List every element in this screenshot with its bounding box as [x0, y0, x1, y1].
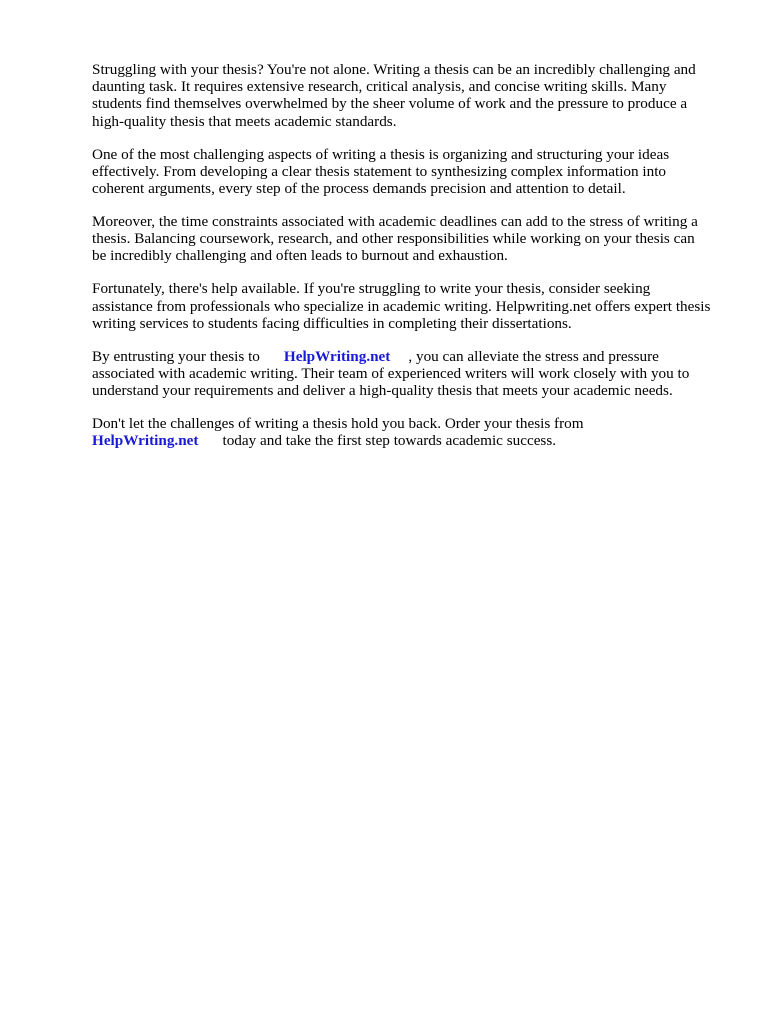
paragraph-line: understand your requirements and deliver a high-quality thesis that meets your academic needs.: [92, 382, 673, 400]
paragraph-line: Moreover, the time constraints associated with academic deadlines can add to the stress of writing a: [92, 213, 698, 231]
paragraph-line: Fortunately, there's help available. If you're struggling to write your thesis, consider seeking: [92, 280, 651, 298]
paragraph-line: coherent arguments, every step of the process demands precision and attention to detail.: [92, 180, 626, 198]
paragraph-text: , you can alleviate the stress and pressure: [408, 347, 659, 365]
document-page: [92, 61, 732, 465]
paragraph-line: thesis. Balancing coursework, research, and other responsibilities while working on your thesis can: [92, 230, 695, 248]
paragraph-4: [92, 280, 732, 332]
paragraph-line: One of the most challenging aspects of writing a thesis is organizing and structuring your ideas: [92, 145, 670, 163]
paragraph-5: [92, 348, 732, 400]
paragraph-line: high-quality thesis that meets academic standards.: [92, 112, 397, 130]
paragraph-line: assistance from professionals who specialize in academic writing. Helpwriting.net offers expert thesis: [92, 297, 711, 315]
paragraph-text: By entrusting your thesis to: [92, 347, 260, 365]
paragraph-6: [92, 415, 732, 449]
paragraph-1: [92, 61, 732, 130]
helpwriting-link[interactable]: HelpWriting.net: [283, 347, 391, 365]
paragraph-line: effectively. From developing a clear thesis statement to synthesizing complex information into: [92, 162, 667, 180]
paragraph-line: [92, 348, 732, 365]
paragraph-line: Struggling with your thesis? You're not alone. Writing a thesis can be an incredibly challenging and: [92, 61, 696, 78]
paragraph-2: [92, 146, 732, 198]
paragraph-line: daunting task. It requires extensive research, critical analysis, and concise writing skills. Many: [92, 78, 667, 96]
paragraph-3: [92, 213, 732, 265]
paragraph-line: students find themselves overwhelmed by the sheer volume of work and the pressure to produce a: [92, 95, 688, 113]
paragraph-line: Don't let the challenges of writing a thesis hold you back. Order your thesis from: [92, 415, 584, 433]
paragraph-line: associated with academic writing. Their team of experienced writers will work closely with you to: [92, 365, 690, 383]
paragraph-line: be incredibly challenging and often leads to burnout and exhaustion.: [92, 247, 508, 265]
paragraph-line: writing services to students facing difficulties in completing their dissertations.: [92, 314, 572, 332]
paragraph-text: today and take the first step towards academic success.: [222, 432, 557, 450]
helpwriting-link[interactable]: HelpWriting.net: [92, 432, 199, 450]
paragraph-line: [92, 432, 732, 449]
